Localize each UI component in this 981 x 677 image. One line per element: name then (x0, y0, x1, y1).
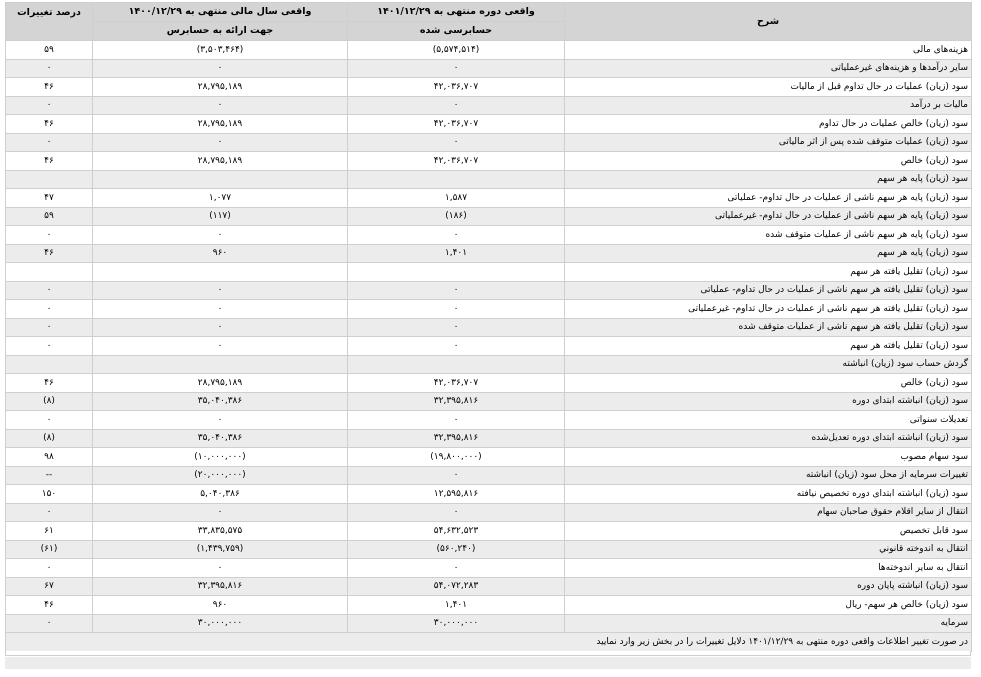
table-row (6, 577, 972, 596)
row-prior-year-value: (۲۰,۰۰۰,۰۰۰) (93, 466, 348, 485)
change-reason-input-area[interactable] (5, 651, 971, 656)
row-current-period-value: ۰ (348, 318, 565, 337)
row-description: سود (زیان) خالص (565, 374, 972, 393)
row-prior-year-value (93, 170, 348, 189)
row-description: سود (زیان) تقلیل یافته هر سهم ناشی از عملیات متوقف شده (565, 318, 972, 337)
row-change-percent: (۶۱) (6, 540, 93, 559)
row-prior-year-value: ۳۳,۸۳۵,۵۷۵ (93, 522, 348, 541)
row-prior-year-value: ۰ (93, 559, 348, 578)
row-description: سود (زیان) تقلیل یافته هر سهم (565, 337, 972, 356)
row-change-percent: ۰ (6, 503, 93, 522)
table-row (6, 59, 972, 78)
row-description: سود (زیان) خالص هر سهم- ریال (565, 596, 972, 615)
row-description: سود (زیان) عملیات متوقف شده پس از اثر مالیاتی (565, 133, 972, 152)
row-current-period-value: ۰ (348, 281, 565, 300)
row-current-period-value: ۳۲,۳۹۵,۸۱۶ (348, 392, 565, 411)
row-description: سود (زیان) تقلیل یافته هر سهم ناشی از عملیات در حال تداوم- غیرعملیاتی (565, 300, 972, 319)
row-description: سود (زیان) انباشته ابتدای دوره (565, 392, 972, 411)
row-current-period-value: ۰ (348, 466, 565, 485)
table-row (6, 281, 972, 300)
row-description: انتقال به سایر اندوخته‌ها (565, 559, 972, 578)
row-prior-year-value: ۹۶۰ (93, 244, 348, 263)
column-header-prior-year: واقعی سال مالی منتهی به ۱۴۰۰/۱۲/۲۹ (93, 3, 348, 22)
row-prior-year-value: ۲۸,۷۹۵,۱۸۹ (93, 115, 348, 134)
row-description: انتقال از سایر اقلام حقوق صاحبان سهام (565, 503, 972, 522)
row-description: سود (زیان) پایه هر سهم (565, 170, 972, 189)
income-statement-table-container (5, 2, 971, 652)
row-change-percent: ۰ (6, 59, 93, 78)
row-change-percent: ۰ (6, 300, 93, 319)
row-description: تغییرات سرمایه از محل سود (زیان) انباشته (565, 466, 972, 485)
row-current-period-value: ۰ (348, 96, 565, 115)
row-description: سود (زیان) پایه هر سهم (565, 244, 972, 263)
row-change-percent: ۵۹ (6, 207, 93, 226)
row-current-period-value: ۰ (348, 559, 565, 578)
row-change-percent: -- (6, 466, 93, 485)
column-header-change-percent: درصد تغییرات (6, 3, 93, 41)
row-description: سود (زیان) خالص عملیات در حال تداوم (565, 115, 972, 134)
row-change-percent (6, 263, 93, 282)
row-current-period-value: (۱۸۶) (348, 207, 565, 226)
row-description: سایر درآمدها و هزینه‌های غیرعملیاتی (565, 59, 972, 78)
row-description: سود (زیان) خالص (565, 152, 972, 171)
row-prior-year-value: ۳۵,۰۴۰,۳۸۶ (93, 392, 348, 411)
row-current-period-value (348, 170, 565, 189)
row-current-period-value: ۰ (348, 59, 565, 78)
row-change-percent: ۹۸ (6, 448, 93, 467)
column-header-current-period: واقعی دوره منتهی به ۱۴۰۱/۱۲/۲۹ (348, 3, 565, 22)
row-prior-year-value: ۰ (93, 96, 348, 115)
row-change-percent (6, 355, 93, 374)
row-prior-year-value: ۵,۰۴۰,۳۸۶ (93, 485, 348, 504)
row-description: انتقال به اندوخته قانوني (565, 540, 972, 559)
row-change-percent: ۰ (6, 411, 93, 430)
row-description: سود (زیان) تقلیل یافته هر سهم (565, 263, 972, 282)
row-current-period-value: ۰ (348, 337, 565, 356)
row-prior-year-value: ۰ (93, 281, 348, 300)
row-current-period-value: ۴۲,۰۳۶,۷۰۷ (348, 78, 565, 97)
table-row (6, 596, 972, 615)
table-row (6, 152, 972, 171)
column-subheader-audited: حسابرسی شده (348, 22, 565, 41)
row-current-period-value (348, 355, 565, 374)
table-row (6, 355, 972, 374)
table-row (6, 485, 972, 504)
row-description: سرمایه (565, 614, 972, 633)
row-current-period-value: ۵۴,۰۷۲,۲۸۳ (348, 577, 565, 596)
row-change-percent: ۴۶ (6, 78, 93, 97)
row-change-percent: ۶۷ (6, 577, 93, 596)
row-description: سود (زیان) پایه هر سهم ناشی از عملیات متوقف شده (565, 226, 972, 245)
table-row (6, 189, 972, 208)
row-prior-year-value: (۳,۵۰۳,۴۶۴) (93, 41, 348, 60)
row-prior-year-value: ۲۸,۷۹۵,۱۸۹ (93, 78, 348, 97)
row-prior-year-value: (۱۱۷) (93, 207, 348, 226)
row-change-percent: ۰ (6, 226, 93, 245)
row-description: سود قابل تخصیص (565, 522, 972, 541)
row-change-percent (6, 170, 93, 189)
row-prior-year-value: ۱,۰۷۷ (93, 189, 348, 208)
row-description: سود (زیان) عملیات در حال تداوم قبل از مالیات (565, 78, 972, 97)
row-description: سود (زیان) پایه هر سهم ناشی از عملیات در حال تداوم- غیرعملیاتی (565, 207, 972, 226)
column-header-description: شرح (565, 3, 972, 41)
row-change-percent: ۰ (6, 559, 93, 578)
row-prior-year-value: ۲۸,۷۹۵,۱۸۹ (93, 152, 348, 171)
row-prior-year-value (93, 263, 348, 282)
row-current-period-value: ۱,۵۸۷ (348, 189, 565, 208)
row-prior-year-value: ۹۶۰ (93, 596, 348, 615)
row-change-percent: ۴۶ (6, 152, 93, 171)
table-row (6, 318, 972, 337)
note-row (6, 633, 972, 652)
row-description: گردش حساب سود (زیان) انباشته (565, 355, 972, 374)
row-change-percent: ۵۹ (6, 41, 93, 60)
row-prior-year-value: ۰ (93, 318, 348, 337)
row-prior-year-value: ۰ (93, 337, 348, 356)
column-subheader-for-auditor: جهت ارائه به حسابرس (93, 22, 348, 41)
row-current-period-value: (۵۶۰,۲۴۰) (348, 540, 565, 559)
row-prior-year-value: ۰ (93, 226, 348, 245)
income-statement-table (5, 2, 972, 652)
row-description: مالیات بر درآمد (565, 96, 972, 115)
row-prior-year-value: ۰ (93, 411, 348, 430)
bottom-strip (5, 657, 971, 669)
table-row (6, 614, 972, 633)
table-row (6, 411, 972, 430)
table-row (6, 170, 972, 189)
row-change-percent: (۸) (6, 429, 93, 448)
row-change-percent: ۱۵۰ (6, 485, 93, 504)
row-current-period-value: ۳۲,۳۹۵,۸۱۶ (348, 429, 565, 448)
table-row (6, 96, 972, 115)
row-current-period-value: (۱۹,۸۰۰,۰۰۰) (348, 448, 565, 467)
row-current-period-value: ۴۲,۰۳۶,۷۰۷ (348, 152, 565, 171)
table-row (6, 244, 972, 263)
row-current-period-value: ۰ (348, 133, 565, 152)
table-row (6, 374, 972, 393)
row-current-period-value: (۵,۵۷۴,۵۱۴) (348, 41, 565, 60)
row-description: تعدیلات سنواتی (565, 411, 972, 430)
row-change-percent: (۸) (6, 392, 93, 411)
row-current-period-value: ۴۲,۰۳۶,۷۰۷ (348, 374, 565, 393)
row-current-period-value (348, 263, 565, 282)
row-current-period-value: ۰ (348, 226, 565, 245)
row-change-percent: ۴۶ (6, 115, 93, 134)
row-change-percent: ۰ (6, 318, 93, 337)
table-row (6, 429, 972, 448)
row-description: سود (زیان) تقلیل یافته هر سهم ناشی از عملیات در حال تداوم- عملیاتی (565, 281, 972, 300)
row-current-period-value: ۴۲,۰۳۶,۷۰۷ (348, 115, 565, 134)
row-prior-year-value: ۲۸,۷۹۵,۱۸۹ (93, 374, 348, 393)
table-row (6, 503, 972, 522)
row-current-period-value: ۱۲,۵۹۵,۸۱۶ (348, 485, 565, 504)
row-change-percent: ۴۶ (6, 244, 93, 263)
table-row (6, 115, 972, 134)
table-row (6, 78, 972, 97)
row-prior-year-value: (۱,۴۳۹,۷۵۹) (93, 540, 348, 559)
row-prior-year-value: ۰ (93, 503, 348, 522)
row-change-percent: ۶۱ (6, 522, 93, 541)
table-row (6, 41, 972, 60)
row-description: سود (زیان) انباشته پایان دوره (565, 577, 972, 596)
table-body (6, 41, 972, 633)
row-prior-year-value (93, 355, 348, 374)
table-row (6, 392, 972, 411)
row-change-percent: ۴۶ (6, 374, 93, 393)
row-prior-year-value: ۰ (93, 59, 348, 78)
table-row (6, 263, 972, 282)
row-change-percent: ۰ (6, 614, 93, 633)
row-current-period-value: ۱,۴۰۱ (348, 596, 565, 615)
table-row (6, 133, 972, 152)
row-description: سود سهام مصوب (565, 448, 972, 467)
row-change-percent: ۴۷ (6, 189, 93, 208)
table-row (6, 540, 972, 559)
row-description: هزینه‌های مالی (565, 41, 972, 60)
row-current-period-value: ۰ (348, 300, 565, 319)
row-prior-year-value: ۳۰,۰۰۰,۰۰۰ (93, 614, 348, 633)
row-prior-year-value: ۳۵,۰۴۰,۳۸۶ (93, 429, 348, 448)
row-description: سود (زیان) پایه هر سهم ناشی از عملیات در حال تداوم- عملیاتی (565, 189, 972, 208)
table-row (6, 559, 972, 578)
table-row (6, 448, 972, 467)
row-prior-year-value: ۳۲,۳۹۵,۸۱۶ (93, 577, 348, 596)
row-change-percent: ۰ (6, 337, 93, 356)
row-current-period-value: ۳۰,۰۰۰,۰۰۰ (348, 614, 565, 633)
row-prior-year-value: ۰ (93, 300, 348, 319)
table-row (6, 337, 972, 356)
row-description: سود (زیان) انباشته ابتدای دوره تخصیص نیافته (565, 485, 972, 504)
table-row (6, 466, 972, 485)
row-current-period-value: ۰ (348, 411, 565, 430)
row-change-percent: ۰ (6, 281, 93, 300)
row-current-period-value: ۵۴,۶۳۲,۵۲۳ (348, 522, 565, 541)
row-description: سود (زیان) انباشته ابتدای دوره تعدیل‌شده (565, 429, 972, 448)
table-row (6, 207, 972, 226)
row-change-percent: ۰ (6, 96, 93, 115)
change-reason-note: در صورت تغییر اطلاعات واقعی دوره منتهی به ۱۴۰۱/۱۲/۲۹ دلایل تغییرات را در بخش زیر وارد نمایید (6, 633, 972, 652)
row-prior-year-value: (۱۰,۰۰۰,۰۰۰) (93, 448, 348, 467)
table-row (6, 226, 972, 245)
table-row (6, 300, 972, 319)
row-change-percent: ۴۶ (6, 596, 93, 615)
table-row (6, 522, 972, 541)
row-change-percent: ۰ (6, 133, 93, 152)
row-current-period-value: ۰ (348, 503, 565, 522)
row-current-period-value: ۱,۴۰۱ (348, 244, 565, 263)
header-row-1 (6, 3, 972, 22)
row-prior-year-value: ۰ (93, 133, 348, 152)
